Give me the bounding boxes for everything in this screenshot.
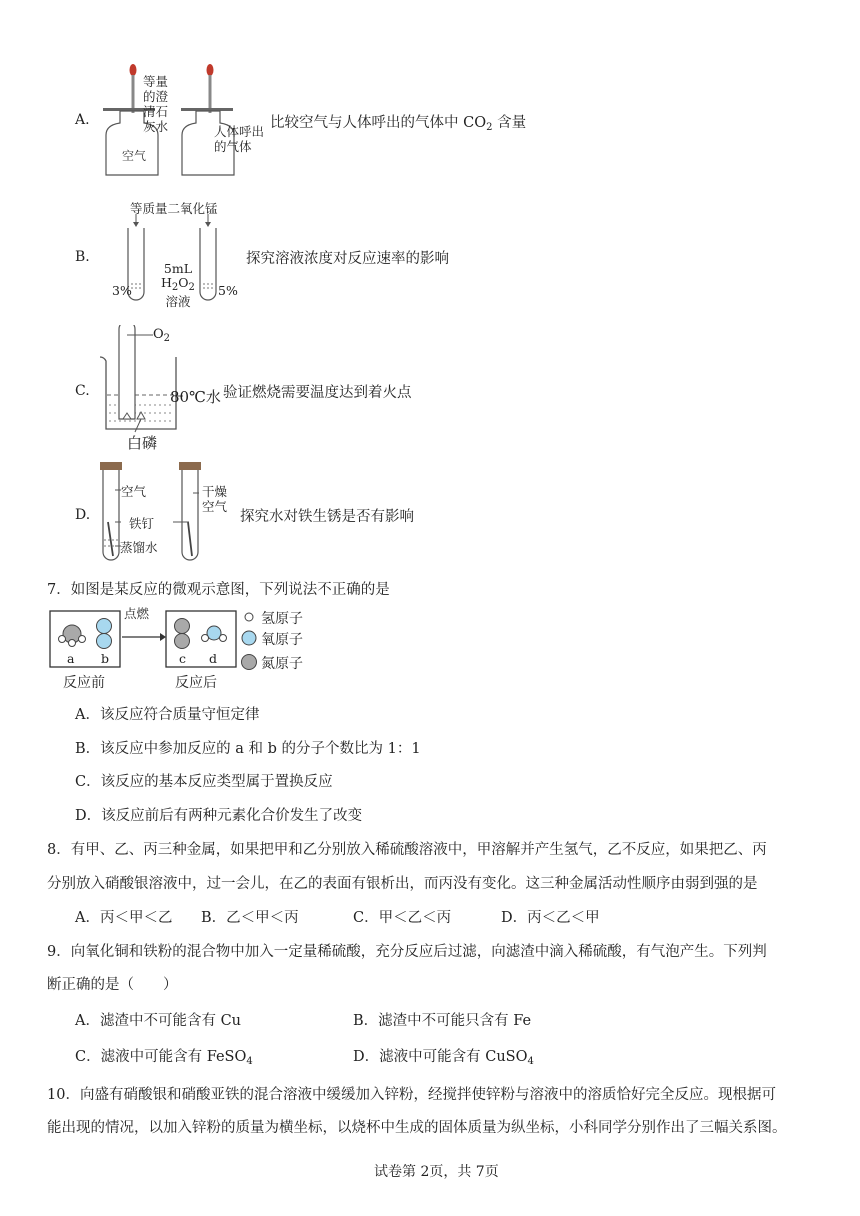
legend-hydrogen-icon: [245, 613, 253, 621]
label-limewater: [143, 74, 168, 134]
figure-a-limewater-bottles: [98, 60, 278, 182]
label-dry-2: 空气: [202, 499, 228, 514]
q8-option-d[interactable]: D．丙＜乙＜甲: [501, 910, 600, 926]
formula-sub-1: 2: [171, 282, 179, 293]
label-o2: [153, 327, 170, 344]
molecule-c: [175, 619, 190, 649]
q7-option-c[interactable]: C．该反应的基本反应类型属于置换反应: [75, 774, 333, 790]
legend-oxygen-icon: [242, 631, 256, 645]
q8-option-c[interactable]: C．甲＜乙＜丙: [353, 910, 452, 926]
formula-o: O: [178, 275, 189, 290]
label-h2o2-formula: [161, 276, 195, 295]
legend-hydrogen: 氢原子: [261, 611, 303, 627]
q10-stem-line1: 10．向盛有硝酸银和硝酸亚铁的混合溶液中缓缓加入锌粉，经搅拌使锌粉与溶液中的溶质恰好完全反应。现根据可: [47, 1087, 776, 1103]
label-80c-water: 80℃水: [170, 388, 221, 406]
option-c-letter: C.: [75, 383, 90, 399]
label-d: d: [209, 651, 218, 666]
label-limewater-3: 清石: [143, 104, 169, 119]
label-exhaled-gas: [214, 124, 264, 154]
label-dry-1: 干燥: [202, 484, 228, 499]
label-3-percent: 3%: [112, 283, 132, 298]
option-b-text: 探究溶液浓度对反应速率的影响: [246, 251, 449, 267]
q9-option-c[interactable]: [75, 1045, 253, 1067]
label-dry-air: [202, 484, 227, 514]
q9-option-d[interactable]: [353, 1045, 534, 1067]
q9-option-d-text: D．滤液中可能含有 CuSO: [353, 1049, 528, 1065]
label-exhaled-2: 的气体: [214, 139, 252, 154]
label-5ml: 5mL: [163, 261, 192, 276]
molecule-d: [202, 626, 227, 642]
label-a: a: [67, 651, 75, 666]
q8-stem-line2: 分别放入硝酸银溶液中，过一会儿，在乙的表面有银析出，而丙没有变化。这三种金属活动性顺序由弱到强的是: [47, 876, 758, 892]
legend-nitrogen: 氮原子: [261, 656, 303, 672]
label-before: 反应前: [63, 675, 105, 691]
option-a-text: [270, 111, 526, 133]
page-footer: 试卷第 2页，共 7页: [374, 1164, 499, 1180]
q8-option-a[interactable]: A．丙＜甲＜乙: [75, 910, 173, 926]
q8-stem-line1: 8．有甲、乙、丙三种金属，如果把甲和乙分别放入稀硫酸溶液中，甲溶解并产生氢气，乙不反应，如果把乙、丙: [47, 842, 767, 858]
label-air: 空气: [122, 149, 147, 163]
label-limewater-1: 等量: [143, 74, 169, 89]
label-distilled-water: 蒸馏水: [120, 540, 158, 555]
option-a-letter: A.: [75, 112, 90, 128]
q8-option-b[interactable]: B．乙＜甲＜丙: [201, 910, 299, 926]
label-limewater-2: 的澄: [143, 89, 169, 104]
dropper-icon: [207, 64, 214, 113]
q9-option-d-sub: 4: [527, 1056, 534, 1067]
q7-option-b[interactable]: B．该反应中参加反应的 a 和 b 的分子个数比为 1：1: [75, 741, 421, 757]
q10-stem-line2: 能出现的情况，以加入锌粉的质量为横坐标，以烧杯中生成的固体质量为纵坐标，小科同学分别作出了三幅关系图。: [47, 1120, 787, 1136]
label-after: 反应后: [175, 675, 217, 691]
molecule-b: [97, 619, 112, 649]
label-b: b: [101, 651, 110, 666]
label-iron-nail: 铁钉: [129, 516, 155, 531]
legend-nitrogen-icon: [242, 655, 257, 670]
q7-option-a[interactable]: A．该反应符合质量守恒定律: [75, 707, 260, 723]
option-a-text-main: 比较空气与人体呼出的气体中 CO: [270, 115, 487, 131]
q9-stem-line2: 断正确的是（ ）: [47, 977, 178, 993]
q7-stem: 7．如图是某反应的微观示意图，下列说法不正确的是: [47, 582, 390, 598]
label-exhaled-1: 人体呼出: [214, 124, 265, 139]
label-o2-sub: 2: [163, 333, 171, 344]
formula-h: H: [161, 275, 172, 290]
label-limewater-4: 灰水: [143, 119, 169, 134]
label-h2o2: [161, 262, 195, 309]
formula-sub-2: 2: [188, 282, 195, 293]
q9-option-c-sub: 4: [246, 1056, 253, 1067]
q9-option-c-text: C．滤液中可能含有 FeSO: [75, 1049, 247, 1065]
label-solution: 溶液: [165, 294, 191, 309]
label-5-percent: 5%: [218, 283, 238, 298]
option-a-subscript: 2: [486, 122, 493, 133]
label-o2-main: O: [153, 327, 164, 342]
label-white-phosphorus: 白磷: [127, 434, 158, 452]
q9-option-b[interactable]: B．滤渣中不可能只含有 Fe: [353, 1013, 532, 1029]
label-ignite: 点燃: [124, 606, 150, 621]
dropper-icon: [130, 64, 137, 113]
label-c: c: [179, 651, 187, 666]
label-mno2: 等质量二氧化锰: [130, 201, 218, 216]
option-a-text-tail: 含量: [492, 115, 527, 131]
option-b-letter: B.: [75, 249, 90, 265]
q7-option-d[interactable]: D．该反应前后有两种元素化合价发生了改变: [75, 808, 363, 824]
q9-option-a[interactable]: A．滤渣中不可能含有 Cu: [75, 1013, 242, 1029]
option-d-text: 探究水对铁生锈是否有影响: [240, 509, 414, 525]
molecule-a: [59, 625, 86, 647]
legend-oxygen: 氧原子: [261, 632, 303, 648]
option-d-letter: D.: [75, 507, 91, 523]
q9-stem-line1: 9．向氧化铜和铁粉的混合物中加入一定量稀硫酸，充分反应后过滤，向滤渣中滴入稀硫酸，有气泡产生。下列判: [47, 944, 767, 960]
label-air-d: 空气: [121, 484, 147, 499]
option-c-text: 验证燃烧需要温度达到着火点: [223, 385, 412, 401]
